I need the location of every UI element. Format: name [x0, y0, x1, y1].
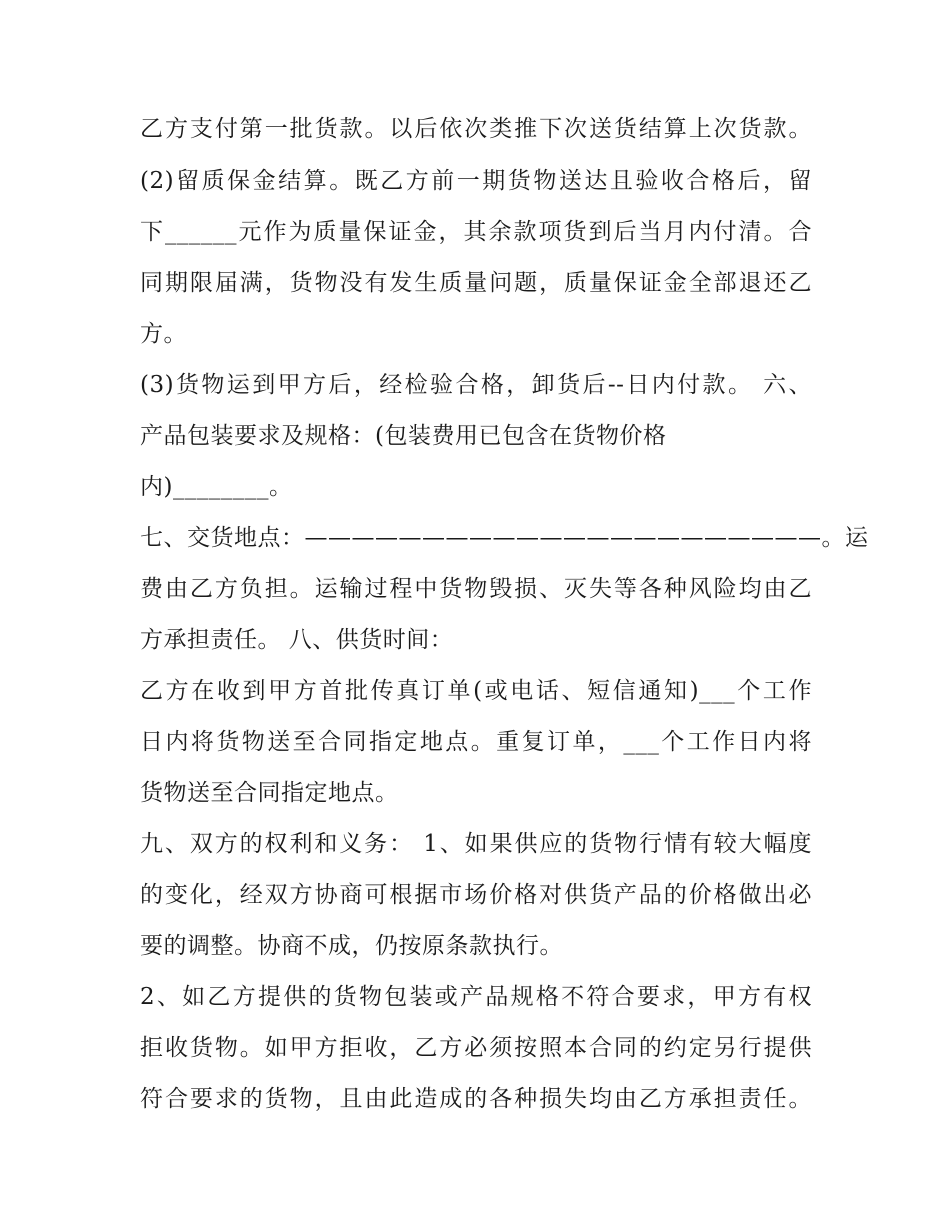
text-line: 九、双方的权利和义务： 1、如果供应的货物行情有较大幅度: [140, 831, 812, 857]
text-line: 下______元作为质量保证金，其余款项货到后当月内付清。合: [140, 219, 812, 245]
text-line: 七、交货地点：——————————————————————。运: [140, 525, 869, 551]
text-line: 要的调整。协商不成，仍按原条款执行。: [140, 933, 563, 959]
text-line: 乙方在收到甲方首批传真订单(或电话、短信通知)___个工作: [140, 678, 812, 704]
text-line: 产品包装要求及规格：(包装费用已包含在货物价格: [140, 423, 667, 449]
text-line: 拒收货物。如甲方拒收，乙方必须按照本合同的约定另行提供: [140, 1035, 812, 1061]
text-line: 货物送至合同指定地点。: [140, 780, 399, 806]
text-line: 日内将货物送至合同指定地点。重复订单，___个工作日内将: [140, 729, 812, 755]
text-line: (3)货物运到甲方后，经检验合格，卸货后--日内付款。 六、: [140, 372, 812, 398]
text-line: 同期限届满，货物没有发生质量问题，质量保证金全部退还乙: [140, 270, 812, 296]
text-line: 方承担责任。 八、供货时间：: [140, 627, 454, 653]
text-line: 的变化，经双方协商可根据市场价格对供货产品的价格做出必: [140, 882, 812, 908]
text-line: 符合要求的货物，且由此造成的各种损失均由乙方承担责任。: [140, 1086, 812, 1112]
text-line: 方。: [140, 321, 187, 347]
text-line: 2、如乙方提供的货物包装或产品规格不符合要求，甲方有权: [140, 984, 812, 1010]
text-line: 内)________。: [140, 474, 293, 500]
text-line: 费由乙方负担。运输过程中货物毁损、灭失等各种风险均由乙: [140, 576, 812, 602]
text-line: (2)留质保金结算。既乙方前一期货物送达且验收合格后，留: [140, 168, 812, 194]
text-line: 乙方支付第一批货款。以后依次类推下次送货结算上次货款。: [140, 116, 812, 142]
